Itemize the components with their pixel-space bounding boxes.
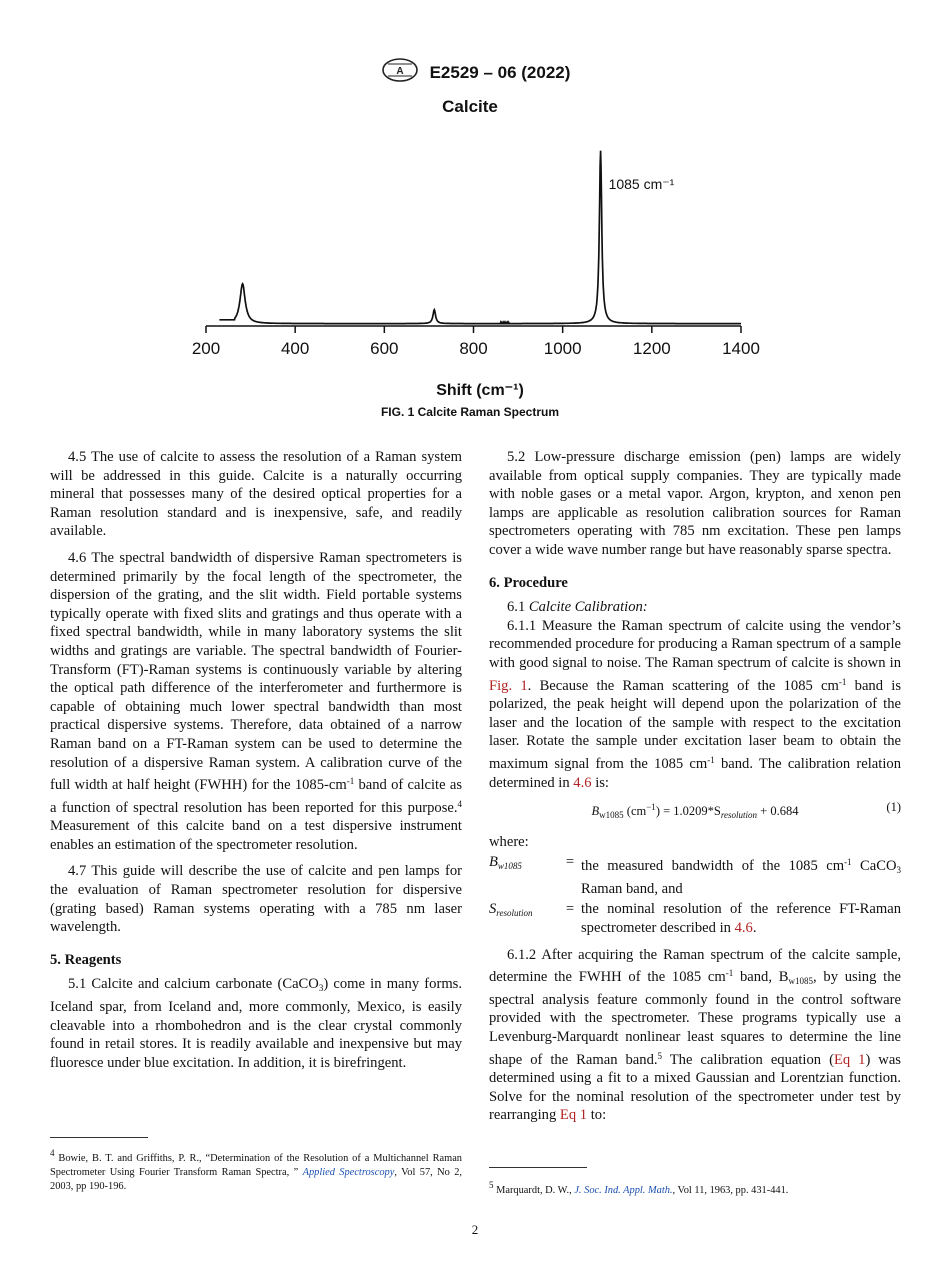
- equation-number: (1): [886, 800, 901, 815]
- calcite-raman-chart: [180, 92, 780, 422]
- para-4-5: 4.5 The use of calcite to assess the resolution of a Raman system will be addressed in this guide. Calcite is a naturally occurring mineral that possesses many of the desired optical properties for a Raman resolution standard and is inexpensive, safe, and readily available.: [50, 449, 462, 540]
- definition-sresolution: $S_{resolution}$ = the nominal resolution of the reference FT-Raman spectrometer described in 4.6.: [489, 901, 901, 937]
- x-tick-label: 600: [370, 339, 399, 358]
- x-tick-label: 1400: [722, 339, 760, 358]
- definition-bw1085: $B_{w1085}$ = the measured bandwidth of the 1085 $cm^{-1}$ CaCO$_3$ Raman band, and: [489, 854, 901, 897]
- x-tick-label: 800: [459, 339, 488, 358]
- right-column: [489, 448, 901, 1133]
- peak-annotation: 1085 cm⁻¹: [608, 176, 675, 192]
- astm-logo-icon: [380, 58, 420, 87]
- para-6-1-2: 6.1.2 After acquiring the Raman spectrum of the calcite sample, determine the FWHH of the 1085 $cm^{-1}$ band, $B_{w1085}$, by using the spectral analysis feature commonly found in the control software provided with the spectrometer. These programs typically use a Levenburg-Marquardt nonlinear least squares to determine the line shape of the Raman band.$^5$ The calibration equation (Eq 1) was determined using a fit to a mixed Gaussian and Lorentzian function. Solve for the nominal resolution of the spectrometer under test by rearranging Eq 1 to:: [489, 946, 901, 1124]
- footnote-4-link[interactable]: Applied Spectroscopy: [302, 1167, 395, 1178]
- chart-title: Calcite: [442, 97, 498, 116]
- x-tick-label: 400: [280, 339, 310, 358]
- svg-text:A: A: [395, 66, 404, 77]
- left-column: [50, 448, 462, 1080]
- section-4-6-link[interactable]: 4.6: [573, 774, 592, 791]
- footnote-ref-4: 4: [457, 798, 462, 809]
- chart-svg: [180, 92, 780, 422]
- section-5-heading: 5. Reagents: [50, 951, 122, 968]
- figure-caption: FIG. 1 Calcite Raman Spectrum: [380, 405, 560, 419]
- eq-1-link-2[interactable]: Eq 1: [559, 1107, 588, 1124]
- page-header: [0, 58, 950, 87]
- para-6-1-1: 6.1.1 Measure the Raman spectrum of calcite using the vendor’s recommended procedure for producing a Raman spectrum of a sample with good signal to noise. The Raman spectrum of calcite is shown in Fig. 1. Because the Raman scattering of the 1085 $cm^{-1}$ band is polarized, the peak height will depend upon the polarization of the laser and the location of the sample with respect to the excitation laser. Rotate the sample under excitation laser beam to obtain the maximum signal from the 1085 $cm^{-1}$ band. The calibration relation determined in 4.6 is:: [489, 617, 902, 791]
- footnote-divider-right: [489, 1167, 587, 1168]
- footnote-4: $^4$ Bowie, B. T. and Griffiths, P. R., “Determination of the Resolution of a Multichannel Raman Spectrometer Using Fourier Transform Raman Spectra, ” Applied Spectroscopy, Vol 57, No 2, 2003, pp 190-196.: [50, 1148, 463, 1192]
- section-6-heading: 6. Procedure: [489, 574, 568, 591]
- para-4-7: 4.7 This guide will describe the use of calcite and pen lamps for the evaluation of Raman spectrometer resolution for dispersive (grating based) Raman systems operating with a 785 nm laser wavelength.: [50, 863, 462, 936]
- x-tick-label: 200: [191, 339, 221, 358]
- fig-1-link[interactable]: Fig. 1: [489, 677, 528, 694]
- footnote-5-link[interactable]: J. Soc. Ind. Appl. Math.: [574, 1185, 673, 1196]
- footnote-5: $^5$ Marquardt, D. W., J. Soc. Ind. Appl. Math., Vol 11, 1963, pp. 431-441.: [489, 1180, 789, 1196]
- equation-1: $B_{w1085}$ $(cm^{-1}) = 1.0209*S_{resolution} + 0.684$ (1): [591, 800, 901, 821]
- footnote-divider-left: [50, 1137, 148, 1138]
- para-6-1: 6.1 Calcite Calibration:: [507, 599, 648, 616]
- standard-code: E2529 – 06 (2022): [429, 62, 571, 82]
- x-tick-label: 1000: [543, 339, 582, 358]
- para-5-1: 5.1 Calcite and calcium carbonate (CaCO$_3$) come in many forms. Iceland spar, from Iceland and, more commonly, Mexico, is easily cleavable into a rhombohedron and is the clear crystal commonly found in retail stores. It is readily available and inexpensive but may fluoresce under blue excitation. In addition, it is birefringent.: [50, 976, 463, 1071]
- para-5-2: 5.2 Low-pressure discharge emission (pen) lamps are widely available from optical supply companies. They are typically made with noble gases or a metal vapor. Argon, krypton, and xenon pen lamps are applicable as resolution calibration sources for Raman spectrometers operating with 785 nm excitation. These pen lamps cover a wide wave number range but have reasonably sparse spectra.: [489, 449, 901, 558]
- page-number: 2: [471, 1222, 479, 1237]
- footnote-ref-5: 5: [657, 1050, 663, 1061]
- x-axis-label: Shift (cm⁻¹): [436, 382, 524, 399]
- x-tick-label: 1200: [632, 339, 671, 358]
- section-4-6-link-2[interactable]: 4.6: [734, 920, 753, 937]
- eq-1-link[interactable]: Eq 1: [833, 1051, 866, 1068]
- para-4-6: 4.6 The spectral bandwidth of dispersive Raman spectrometers is determined primarily by the focal length of the spectrometer, the dispersion of the grating, and the slit width. Field portable systems typically operate with fixed slits and gratings and thus operate with a fixed spectral bandwidth, while in many laboratory systems the slit widths and gratings are variable. The spectral bandwidth of Fourier-Transform (FT)-Raman systems is continuously variable by altering the optical path difference of the interferometer and furthermore is capable of obtaining much lower spectral bandwidth than most practical dispersive systems. Therefore, data obtained of a narrow Raman band on a FT-Raman system can be used to determine the resolution of a dispersive Raman system. A calibration curve of the full width at half height (FWHH) for the $1085-cm^{-1}$ band of calcite as a function of spectral resolution has been reported for this purpose.$^4$ Measurement of this calcite band on a test dispersive instrument enables an estimation of the spectrometer resolution.: [50, 549, 462, 853]
- where-label: where:: [489, 833, 529, 850]
